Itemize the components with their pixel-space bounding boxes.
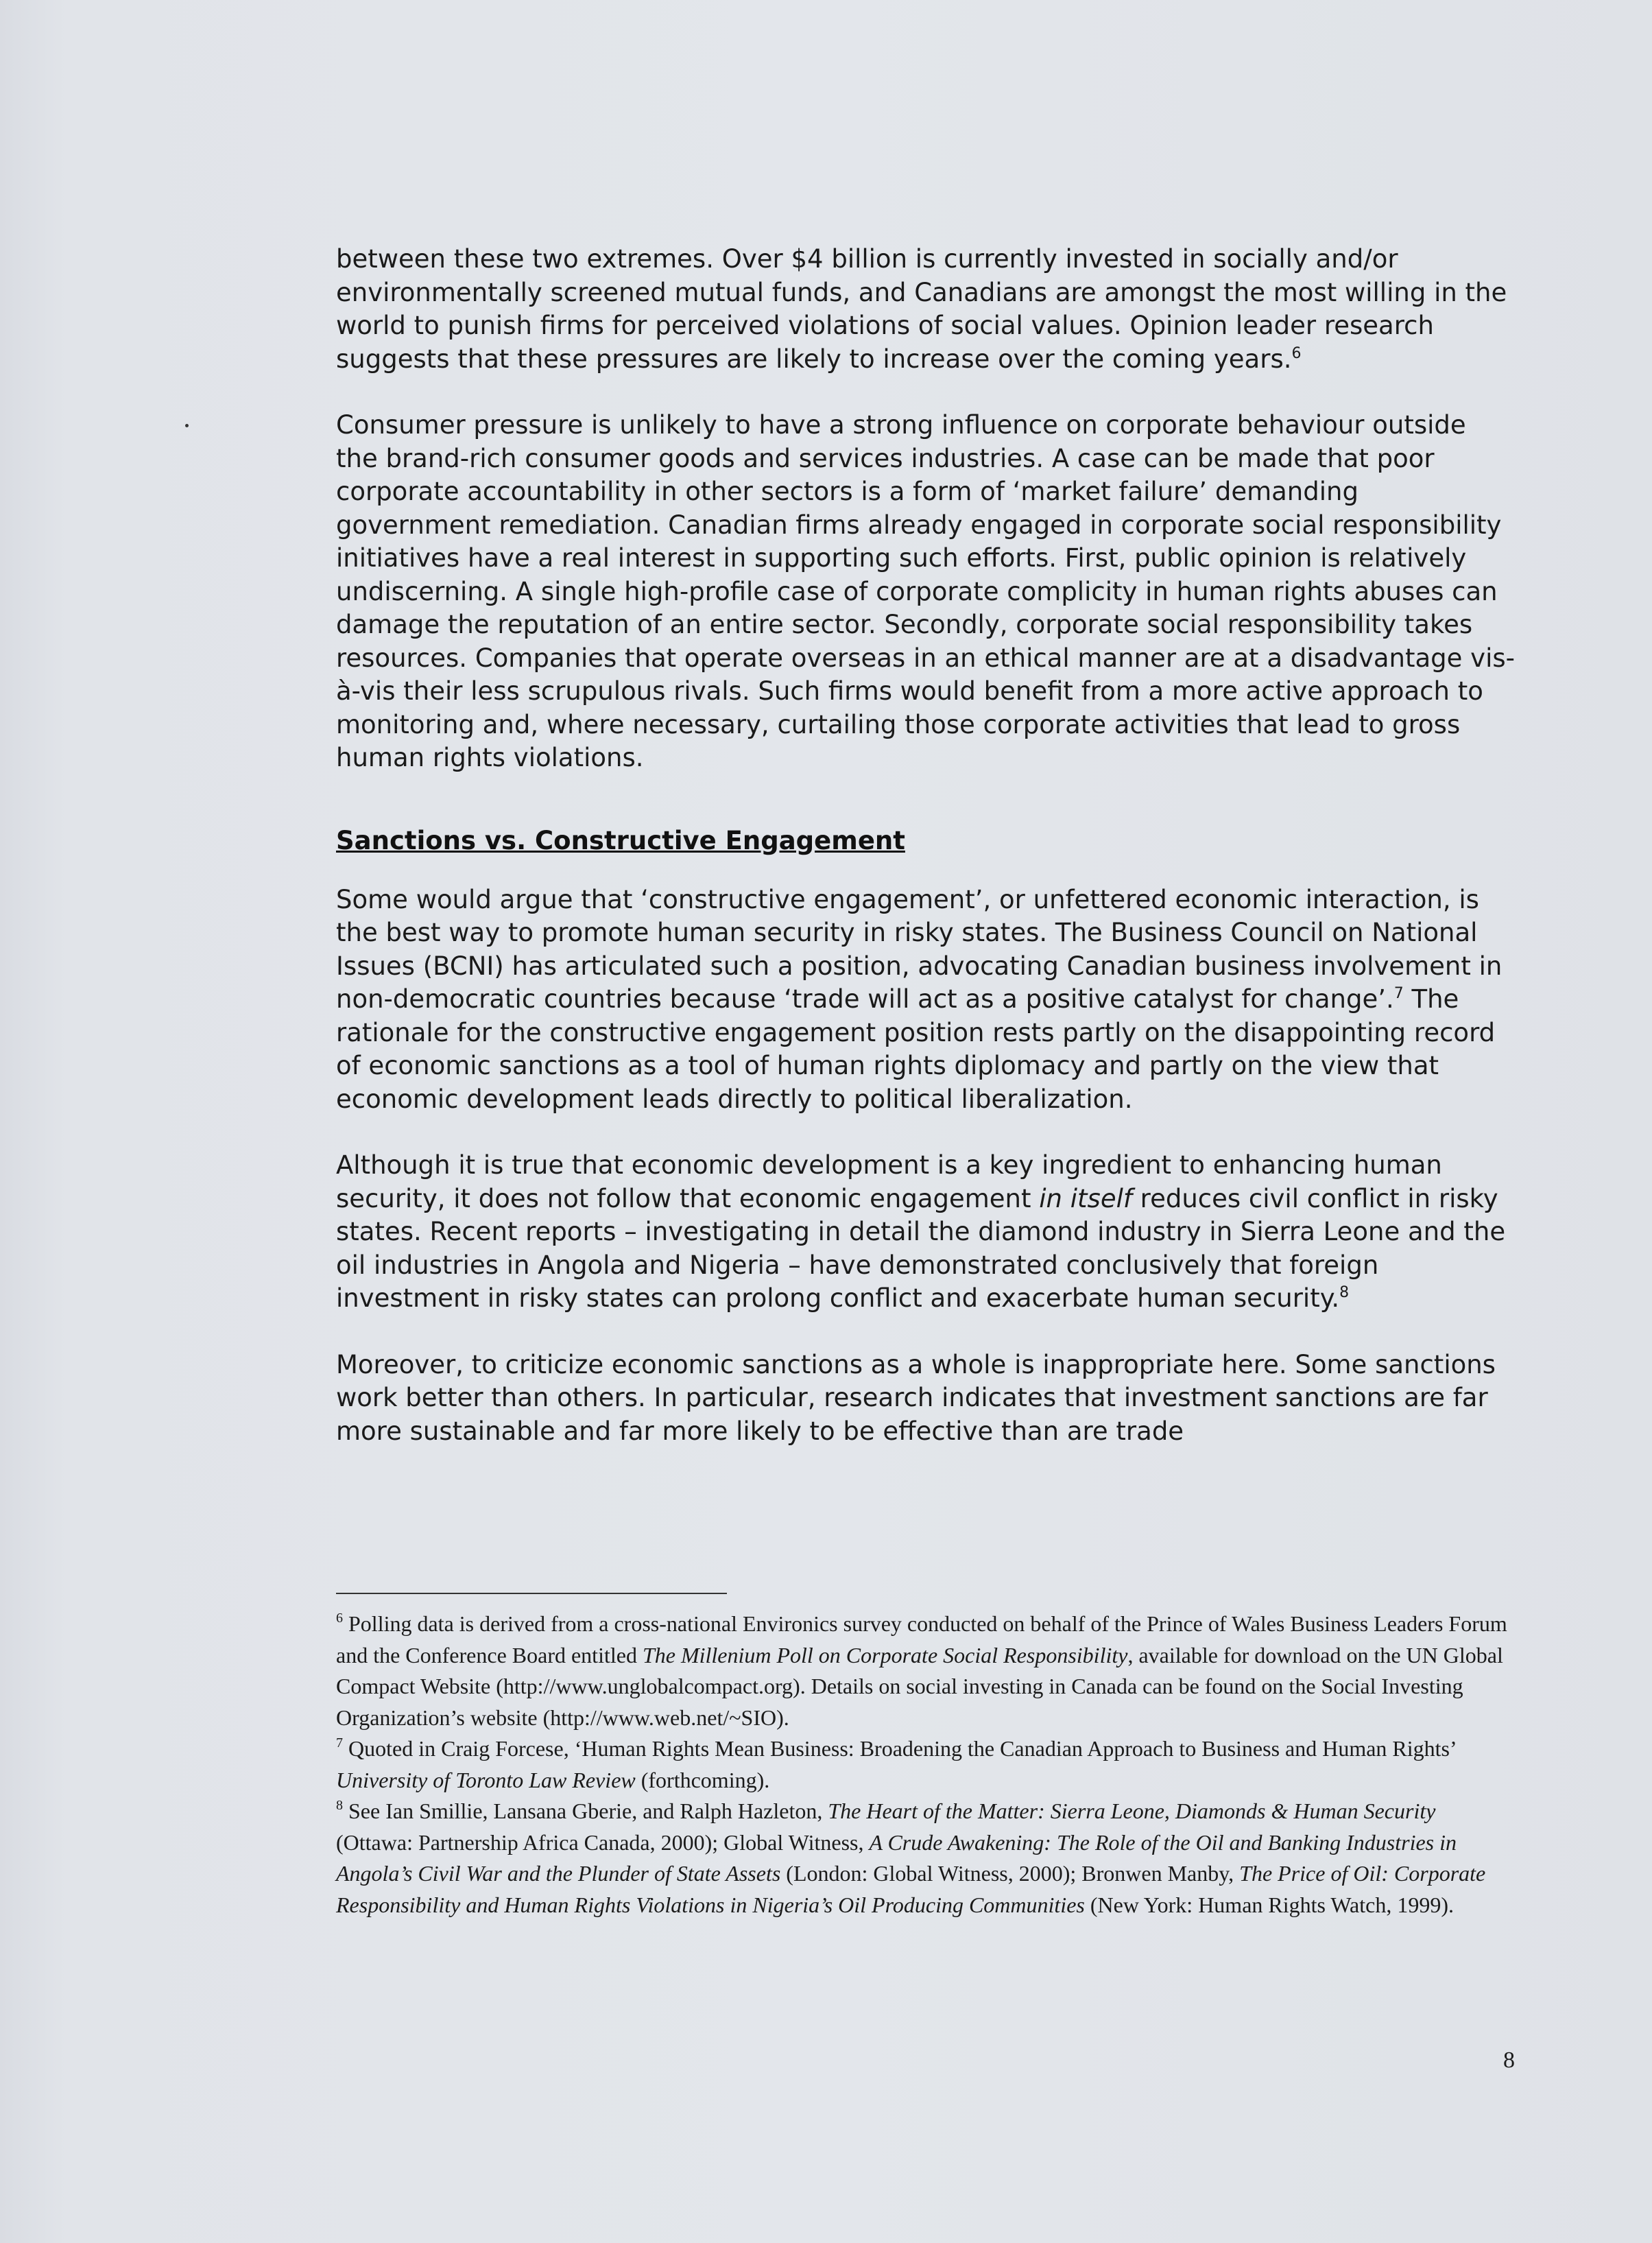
body-text — [336, 243, 1516, 1481]
footnotes — [336, 1609, 1516, 1921]
footnote-8-text-b: (Ottawa: Partnership Africa Canada, 2000); Global Witness, — [336, 1829, 870, 1855]
footnote-6-text-b: , available for download on the UN Global Compact Website (http://www.unglobalcompact.org). Details on social investing in Canada can be found on the Social Investing Organization’s website (http://www.web.net/~SIO). — [336, 1642, 1503, 1730]
paragraph-3-text-b: The rationale for the constructive engagement position rests partly on the disappointing record of economic sanctions as a tool of human rights diplomacy and partly on the view that economic development leads directly to political liberalization. — [336, 984, 1496, 1114]
paragraph-2-text: Consumer pressure is unlikely to have a strong influence on corporate behaviour outside the brand-rich consumer goods and services industries. A case can be made that poor corporate accountability in other sectors is a form of ‘market failure’ demanding government remediation. Canadian firms already engaged in corporate social responsibility initiatives have a real interest in supporting such efforts. First, public opinion is relatively undiscerning. A single high-profile case of corporate complicity in human rights abuses can damage the reputation of an entire sector. Secondly, corporate social responsibility takes resources. Companies that operate overseas in an ethical manner are at a disadvantage vis-à-vis their less scrupulous rivals. Such firms would benefit from a more active approach to monitoring and, where necessary, curtailing those corporate activities that lead to gross human rights violations. — [336, 410, 1515, 772]
footnote-8-title-1: The Heart of the Matter: Sierra Leone, Diamonds & Human Security — [828, 1799, 1436, 1823]
page-number: 8 — [1503, 2048, 1515, 2073]
footnote-6 — [336, 1609, 1516, 1733]
footnote-ref-6: 6 — [1291, 344, 1302, 362]
section-heading: Sanctions vs. Constructive Engagement — [336, 825, 905, 855]
footnote-8-text-d: (New York: Human Rights Watch, 1999). — [1084, 1892, 1454, 1917]
footnote-7-text-b: (forthcoming). — [635, 1767, 770, 1792]
footnote-7 — [336, 1733, 1516, 1796]
footnote-8-title-2: A Crude Awakening: The Role of the Oil and Banking Industries in Angola’s Civil War and the Plunder of State Assets — [336, 1829, 1457, 1886]
stray-mark — [185, 424, 189, 427]
paragraph-4 — [336, 1149, 1516, 1316]
paragraph-5-text: Moreover, to criticize economic sanctions as a whole is inappropriate here. Some sanctions work better than others. In particular, research indicates that investment sanctions are far more sustainable and far more likely to be effective than are trade — [336, 1349, 1496, 1446]
paragraph-2 — [336, 409, 1516, 775]
footnote-divider — [336, 1593, 727, 1594]
paragraph-3 — [336, 883, 1516, 1117]
footnote-number: 8 — [336, 1798, 343, 1813]
footnote-6-text-a: Polling data is derived from a cross-national Environics survey conducted on behalf of the Prince of Wales Business Leaders Forum and the Conference Board entitled — [336, 1611, 1507, 1668]
footnote-8-text-c: (London: Global Witness, 2000); Bronwen Manby, — [780, 1861, 1240, 1886]
footnote-7-text-a: Quoted in Craig Forcese, ‘Human Rights Mean Business: Broadening the Canadian Approach to Business and Human Rights’ — [348, 1736, 1456, 1761]
footnote-ref-8: 8 — [1339, 1284, 1350, 1301]
paragraph-1-text: between these two extremes. Over $4 billion is currently invested in socially and/or environmentally screened mutual funds, and Canadians are amongst the most willing in the world to punish firms for perceived violations of social values. Opinion leader research suggests that these pressures are likely to increase over the coming years. — [336, 244, 1507, 374]
footnote-7-title: University of Toronto Law Review — [336, 1767, 636, 1792]
paragraph-5 — [336, 1349, 1516, 1449]
paragraph-3-text-a: Some would argue that ‘constructive engagement’, or unfettered economic interaction, is the best way to promote human security in risky states. The Business Council on National Issues (BCNI) has articulated such a position, advocating Canadian business involvement in non-democratic countries because ‘trade will act as a positive catalyst for change’. — [336, 884, 1503, 1014]
footnote-number: 6 — [336, 1611, 343, 1626]
footnote-8 — [336, 1796, 1516, 1921]
footnote-number: 7 — [336, 1735, 343, 1751]
paragraph-4-text-a: Although it is true that economic development is a key ingredient to enhancing human security, it does not follow that economic engagement — [336, 1150, 1442, 1213]
paragraph-1 — [336, 243, 1516, 376]
footnote-8-text-a: See Ian Smillie, Lansana Gberie, and Ralph Hazleton, — [348, 1799, 828, 1823]
footnote-6-title: The Millenium Poll on Corporate Social Responsibility — [642, 1642, 1128, 1668]
footnote-8-title-3: The Price of Oil: Corporate Responsibility and Human Rights Violations in Nigeria’s Oil Producing Communities — [336, 1861, 1486, 1917]
paragraph-4-emphasis: in itself — [1039, 1183, 1132, 1213]
footnote-ref-7: 7 — [1393, 985, 1404, 1002]
paragraph-4-text-b: reduces civil conflict in risky states. Recent reports – investigating in detail the diamond industry in Sierra Leone and the oil industries in Angola and Nigeria – have demonstrated conclusively that foreign investment in risky states can prolong conflict and exacerbate human security. — [336, 1183, 1506, 1313]
